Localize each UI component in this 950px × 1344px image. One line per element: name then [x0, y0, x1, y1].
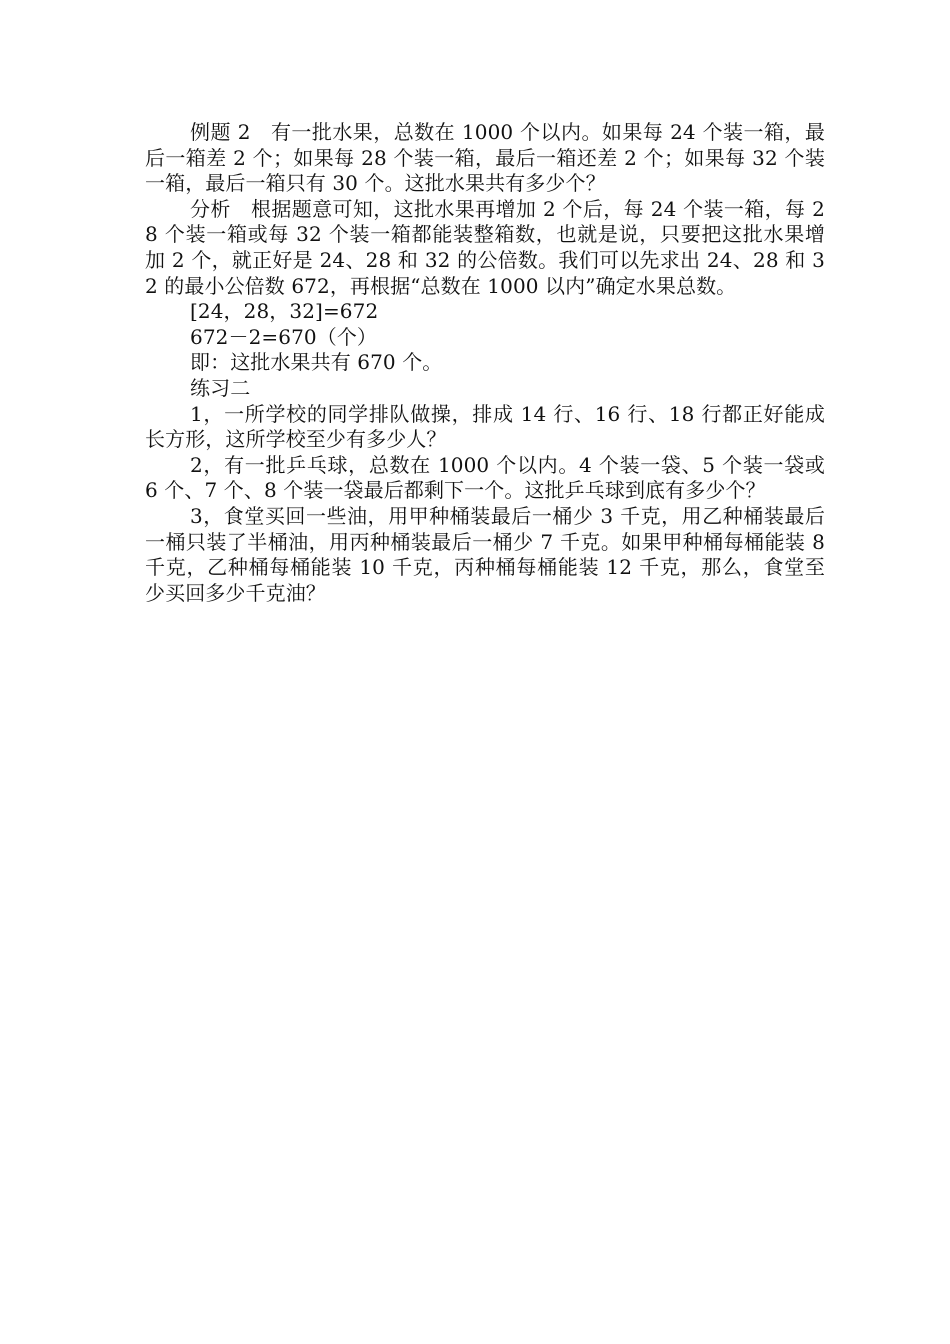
exercise-2: 2，有一批乒乓球，总数在 1000 个以内。4 个装一袋、5 个装一袋或 6 个、7 个、8 个装一袋最后都剩下一个。这批乒乓球到底有多少个？ [145, 452, 825, 503]
analysis-label: 分析 [190, 196, 231, 221]
example-paragraph [145, 120, 825, 197]
calculation-line: 672－2=670（个） [190, 324, 378, 349]
exercise-3: 3，食堂买回一些油，用甲种桶装最后一桶少 3 千克，用乙种桶装最后一桶只装了半桶油，用丙种桶装最后一桶少 7 千克。如果甲种桶每桶能装 8 千克，乙种桶每桶能装 10 千克，丙种桶每桶能装 12 千克，那么，食堂至少买回多少千克油？ [145, 503, 825, 605]
answer-line: 即：这批水果共有 670 个。 [190, 350, 443, 375]
analysis-text: 根据题意可知，这批水果再增加 2 个后，每 24 个装一箱，每 28 个装一箱或每 32 个装一箱都能装整箱数，也就是说，只要把这批水果增加 2 个，就正好是 24、28 和 32 的公倍数。我们可以先求出 24、28 和 32 的最小公倍数 672，再根据“总数在 1000 以内”确定水果总数。 [145, 196, 825, 298]
exercise-1: 1，一所学校的同学排队做操，排成 14 行、16 行、18 行都正好能成长方形，这所学校至少有多少人？ [145, 401, 825, 452]
document-page [145, 120, 825, 606]
lcm-line: [24，28，32]=672 [190, 299, 379, 324]
practice-title: 练习二 [190, 375, 251, 400]
example-label: 例题 2 [190, 120, 251, 144]
example-text: 有一批水果，总数在 1000 个以内。如果每 24 个装一箱，最后一箱差 2 个；如果每 28 个装一箱，最后一箱还差 2 个；如果每 32 个装一箱，最后一箱只有 30 个。这批水果共有多少个？ [145, 120, 825, 196]
analysis-paragraph [145, 197, 825, 299]
